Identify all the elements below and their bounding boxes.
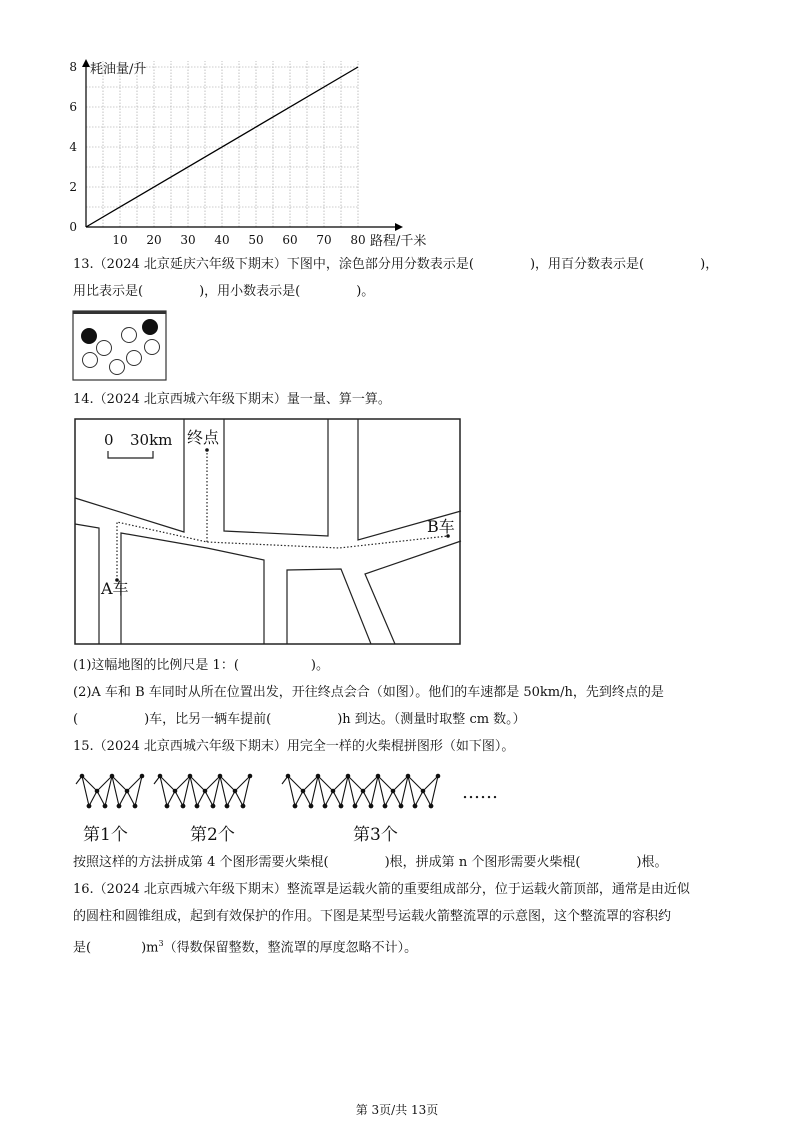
scale-label: 30km xyxy=(130,431,173,449)
q14-sub2-text-b: )车，比另一辆车提前( xyxy=(144,712,272,727)
q16-text-a: 是( xyxy=(73,940,92,956)
q16-unit-sup: 3 xyxy=(158,939,164,948)
x-tick-label: 40 xyxy=(214,233,230,247)
matchstick xyxy=(408,776,415,806)
q13-text-e: )，用小数表示是( xyxy=(199,284,301,299)
x-tick-label: 70 xyxy=(316,233,332,247)
car-b-label: B车 xyxy=(427,517,455,536)
matchstick-head xyxy=(117,804,122,809)
matchstick xyxy=(213,776,220,806)
matchstick xyxy=(333,791,341,806)
matchstick-head xyxy=(286,774,291,779)
circle-empty xyxy=(110,360,125,375)
fuel-chart xyxy=(60,55,440,255)
matchstick-head xyxy=(195,804,200,809)
q13-text-d: 用比表示是( xyxy=(73,284,144,299)
matchstick xyxy=(363,791,371,806)
matchstick-head xyxy=(369,804,374,809)
y-axis-label: 耗油量/升 xyxy=(90,62,147,77)
q14-sub2-line2 xyxy=(73,710,526,730)
fig-label-1: 第1个 xyxy=(83,825,128,845)
matchstick-head xyxy=(133,804,138,809)
q14-map xyxy=(74,418,462,646)
matchstick xyxy=(205,791,213,806)
car-a-label: A车 xyxy=(101,579,129,598)
matchstick xyxy=(423,791,431,806)
matchstick xyxy=(415,791,423,806)
matchstick-head xyxy=(80,774,85,779)
matchstick xyxy=(167,791,175,806)
q14-sub2-text-c: )h 到达。（测量时取整 cm 数。） xyxy=(337,712,526,727)
q15-text-a: 按照这样的方法拼成第 4 个图形需要火柴棍( xyxy=(73,855,329,870)
q13-line1 xyxy=(73,255,718,275)
x-axis-label: 路程/千米 xyxy=(370,234,427,249)
q13-text-a: 13.（2024 北京延庆六年级下期末）下图中，涂色部分用分数表示是( xyxy=(73,257,474,272)
matchstick xyxy=(183,776,190,806)
matchstick xyxy=(160,776,167,806)
matchstick xyxy=(135,776,142,806)
q14-sub1-text-a: (1)这幅地图的比例尺是 1：( xyxy=(73,658,239,673)
matchstick xyxy=(348,776,355,806)
matchstick-head xyxy=(241,804,246,809)
matchstick-head xyxy=(383,804,388,809)
q16-line2: 的圆柱和圆锥组成，起到有效保护的作用。下图是某型号运载火箭整流罩的示意图，这个整流罩的容积约 xyxy=(73,909,672,924)
circle-empty xyxy=(97,341,112,356)
ellipsis: …… xyxy=(462,782,498,803)
q16-text-b: )m xyxy=(141,940,159,956)
matchstick xyxy=(295,791,303,806)
y-tick-label: 2 xyxy=(69,180,77,194)
matchstick xyxy=(401,776,408,806)
q16-text-c: （得数保留整数，整流罩的厚度忽略不计）。 xyxy=(163,940,418,956)
matchstick xyxy=(243,776,250,806)
x-axis-arrow xyxy=(395,223,403,231)
matchstick-head xyxy=(309,804,314,809)
matchstick-figure-1 xyxy=(76,774,144,809)
matchstick-head xyxy=(211,804,216,809)
page-footer: 第 3页/共 13页 xyxy=(355,1103,439,1117)
matchstick xyxy=(190,776,197,806)
q14-title: 14.（2024 北京西城六年级下期末）量一量、算一算。 xyxy=(73,392,391,407)
q15-title: 15.（2024 北京西城六年级下期末）用完全一样的火柴棍拼图形（如下图）。 xyxy=(73,739,515,754)
q14-sub1 xyxy=(73,656,329,676)
matchstick-head xyxy=(293,804,298,809)
matchstick xyxy=(175,791,183,806)
matchstick xyxy=(371,776,378,806)
q15-question xyxy=(73,853,667,873)
matchstick xyxy=(235,791,243,806)
q15-matchstick-figures xyxy=(68,768,528,848)
q16-line3 xyxy=(73,934,417,958)
matchstick-head xyxy=(429,804,434,809)
matchstick xyxy=(311,776,318,806)
matchstick-head xyxy=(353,804,358,809)
end-label: 终点 xyxy=(187,428,220,447)
matchstick xyxy=(89,791,97,806)
y-tick-label: 4 xyxy=(69,140,77,154)
y-tick-label: 8 xyxy=(69,60,77,74)
q13-line2 xyxy=(73,282,374,302)
chart-axes xyxy=(82,59,403,231)
y-axis-arrow xyxy=(82,59,90,67)
matchstick-head xyxy=(103,804,108,809)
circle-empty xyxy=(145,340,160,355)
matchstick-figure-3 xyxy=(282,774,440,809)
matchstick xyxy=(105,776,112,806)
scale-zero: 0 xyxy=(104,431,114,449)
matchstick-head xyxy=(225,804,230,809)
fig-label-3: 第3个 xyxy=(353,825,398,845)
chart-grid xyxy=(86,61,358,227)
circle-shaded xyxy=(143,320,158,335)
matchstick-head xyxy=(339,804,344,809)
matchstick xyxy=(227,791,235,806)
matchstick xyxy=(197,791,205,806)
matchstick xyxy=(119,791,127,806)
matchstick-head xyxy=(181,804,186,809)
matchstick xyxy=(431,776,438,806)
matchstick xyxy=(393,791,401,806)
x-tick-label: 50 xyxy=(248,233,264,247)
matchstick-head xyxy=(158,774,163,779)
matchstick xyxy=(112,776,119,806)
matchstick xyxy=(97,791,105,806)
fig-label-2: 第2个 xyxy=(190,825,235,845)
matchstick-head xyxy=(165,804,170,809)
matchstick-figure-2 xyxy=(154,774,252,809)
x-tick-label: 10 xyxy=(112,233,128,247)
matchstick xyxy=(341,776,348,806)
matchstick xyxy=(127,791,135,806)
y-tick-label: 0 xyxy=(69,220,77,234)
matchstick xyxy=(318,776,325,806)
matchstick xyxy=(325,791,333,806)
x-tick-label: 60 xyxy=(282,233,298,247)
matchstick xyxy=(385,791,393,806)
q13-circles-figure xyxy=(72,310,168,382)
circle-empty xyxy=(83,353,98,368)
x-tick-label: 80 xyxy=(350,233,366,247)
circle-shaded xyxy=(82,329,97,344)
q14-sub1-text-b: )。 xyxy=(310,658,329,673)
matchstick xyxy=(82,776,89,806)
matchstick xyxy=(220,776,227,806)
q14-sub2-text-a: ( xyxy=(73,712,79,727)
circle-empty xyxy=(122,328,137,343)
q15-text-b: )根，拼成第 n 个图形需要火柴棍( xyxy=(384,855,581,870)
q13-text-f: )。 xyxy=(356,284,375,299)
matchstick-head xyxy=(413,804,418,809)
x-tick-label: 20 xyxy=(146,233,162,247)
q15-text-c: )根。 xyxy=(636,855,668,870)
q13-text-c: )， xyxy=(700,257,719,272)
end-point xyxy=(205,448,209,452)
matchstick xyxy=(288,776,295,806)
matchstick-head xyxy=(399,804,404,809)
x-tick-label: 30 xyxy=(180,233,196,247)
matchstick xyxy=(378,776,385,806)
matchstick-head xyxy=(323,804,328,809)
circle-empty xyxy=(127,351,142,366)
q14-sub2-line1: (2)A 车和 B 车同时从所在位置出发，开往终点会合（如图）。他们的车速都是 50km/h，先到终点的是 xyxy=(73,685,664,700)
q13-text-b: )，用百分数表示是( xyxy=(529,257,645,272)
y-tick-label: 6 xyxy=(69,100,77,114)
matchstick xyxy=(355,791,363,806)
q16-line1: 16.（2024 北京西城六年级下期末）整流罩是运载火箭的重要组成部分，位于运载火箭顶部，通常是由近似 xyxy=(73,882,690,897)
matchstick xyxy=(303,791,311,806)
matchstick-head xyxy=(87,804,92,809)
